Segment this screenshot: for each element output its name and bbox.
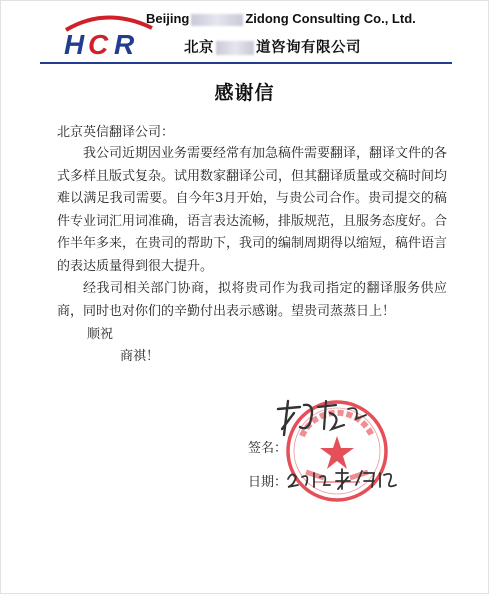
body-paragraph: 我公司近期因业务需要经常有加急稿件需要翻译，翻译文件的各式多样且版式复杂。试用数家翻译公司，但其翻译质量或交稿时间均难以满足我司需要。自今年3月开始，与贵公司合作。贵司提交的稿件专业词汇用词准确，语言表达流畅，排版规范，且服务态度好。合作半年多来，在贵司的帮助下，我司的编制周期得以缩短，稿件语言的表达质量得到很大提升。 — [57, 146, 448, 274]
company-name-en: Beijing Zidong Consulting Co., Ltd. — [146, 11, 416, 26]
closing-wishes: 商祺！ — [120, 349, 160, 364]
letter-salutation: 北京英信翻译公司： — [57, 125, 175, 140]
svg-text:H: H — [64, 29, 85, 58]
company-name-cn: 北京 道咨询有限公司 — [184, 40, 361, 56]
letter-title: 感谢信 — [214, 82, 275, 104]
svg-text:C: C — [88, 29, 109, 58]
redaction-blur — [191, 14, 243, 26]
body-paragraph: 经我司相关部门协商，拟将贵司作为我司指定的翻译服务供应商，同时也对你们的辛勤付出表示感谢。望贵司蒸蒸日上！ — [57, 281, 447, 319]
letter-body — [57, 143, 447, 323]
date-label: 日期： — [248, 475, 288, 490]
signature-label: 签名： — [248, 441, 288, 456]
hcr-logo — [58, 12, 158, 58]
closing-regards: 顺祝 — [87, 327, 114, 342]
redaction-blur — [216, 41, 254, 55]
header-divider — [40, 62, 452, 64]
svg-text:R: R — [114, 29, 135, 58]
handwritten-date — [284, 463, 404, 493]
